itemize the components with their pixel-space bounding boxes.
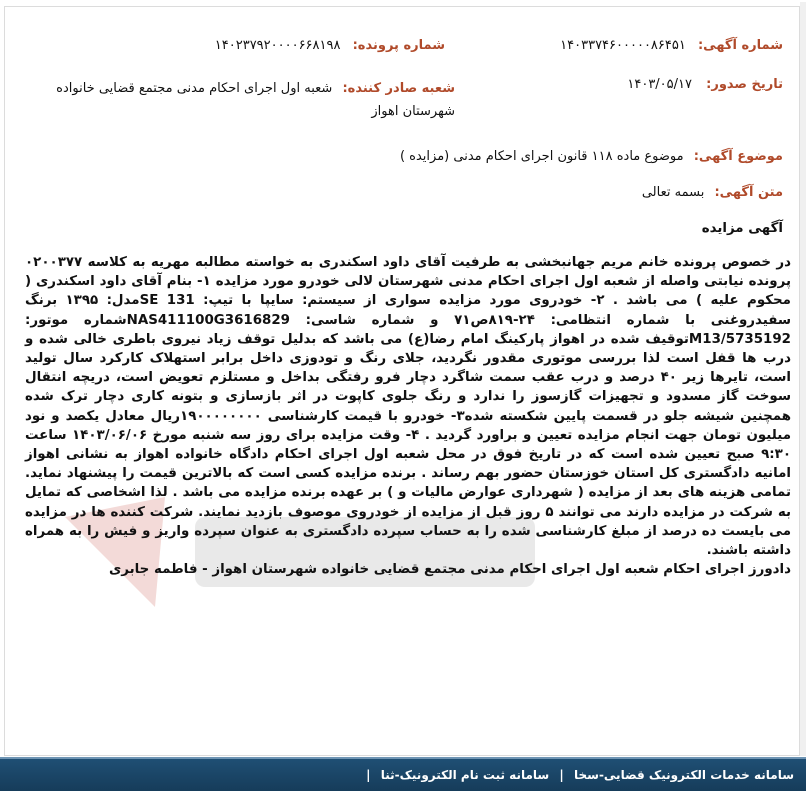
notice-sheet (4, 6, 800, 756)
notice-body-paragraph: در خصوص پرونده خانم مریم جهانبخشی به طرفیت آقای داود اسکندری به خواسته مطالبه مهریه به کلاسه ۰۲۰۰۳۷۷ پرونده نیابتی واصله از شعبه اول اجرای احکام مدنی شهرستان لالی خودرو مورد مزایده ۱- بنام آقای داود اسکندری ( محکوم علیه ) می باشد . ۲- خودروی مورد مزایده سواری از سیستم: سایپا با تیپ: 131 SEمدل: ۱۳۹۵ برنگ سفیدروغنی با شماره انتظامی: ۲۴-۸۱۹ص۷۱ و شماره شاسی: NAS411100G3616829شماره موتور: M13/5735192توقیف شده در اهواز پارکینگ امام رضا(ع) می باشد که بدلیل توقف زیاد نیروی باطری خالی شده و درب ها قفل است لذا بررسی موتوری مقدور نگردید، جلای رنگ و تودوزی داخل برابر استهلاک کارکرد سال تولید است، تایرها زیر ۴۰ درصد و درب عقب سمت شاگرد دچار فرو رفتگی بداخل و مستلزم تعویض است، دریچه انتقال سوخت گاز مسدود و تجهیزات گازسوز را ندارد و رنگ جلوی کاپوت در اثر بازسازی و بتونه کاری دچار ترک شده همچنین شیشه جلو در قسمت پایین شکسته شده۳- خودرو با قیمت کارشناسی ۱۹۰۰۰۰۰۰۰۰ریال معادل یکصد و نود میلیون تومان جهت انجام مزایده تعیین و براورد گردید . ۴- وقت مزایده برای روز سه شنبه مورخ ۱۴۰۳/۰۶/۰۶ ساعت ۹:۳۰ صبح تعیین شده است که در تاریخ فوق در محل شعبه اول اجرای احکام دادگاه خانواده اهواز به نشانی اهواز امانیه دادگستری کل استان خوزستان حضور بهم رساند . برنده مزایده کسی است که بالاترین قیمت را پیشنهاد نماید. تمامی هزینه های بعد از مزایده ( شهرداری عوارض مالیات و ) بر عهده برنده مزایده می باشد . لذا اشخاصی که تمایل به شرکت در مزایده دارند می توانند ۵ روز قبل از مزایده از خودروی موصوف بازدید نمایند. شرکت کننده ها در مزایده می بایست ده درصد از مبلغ کارشناسی شده را به حساب سپرده دادگستری به عنوان سپرده واریز و فیش را به همراه داشته باشند. (25, 255, 792, 559)
issue-date-label: تاریخ صدور: (706, 77, 783, 92)
notice-text-label: متن آگهی: (714, 185, 783, 200)
subject-value: موضوع ماده ۱۱۸ قانون اجرای احکام مدنی (مزایده ) (399, 149, 684, 164)
case-number-row (215, 38, 445, 53)
notice-body (25, 253, 791, 579)
notice-number-label: شماره آگهی: (697, 38, 783, 53)
notice-text-value: بسمه تعالی (641, 185, 705, 200)
vertical-scrollbar[interactable] (800, 2, 806, 756)
notice-number-row (560, 38, 783, 53)
footer-links (360, 768, 794, 782)
notice-text-row (642, 185, 783, 200)
footer-bar (0, 757, 806, 791)
notice-number-value: ۱۴۰۳۳۷۴۶۰۰۰۰۰۸۶۴۵۱ (560, 38, 686, 53)
issuing-branch-row (15, 77, 455, 123)
subject-label: موضوع آگهی: (693, 149, 783, 164)
subject-row (400, 149, 783, 164)
case-number-label: شماره پرونده: (352, 38, 445, 53)
notice-signature: دادورز اجرای احکام شعبه اول اجرای احکام مدنی مجتمع قضایی خانواده شهرستان اهواز - فاطمه جابری (109, 562, 791, 578)
footer-link-sana[interactable]: سامانه ثبت نام الکترونیک-ثنا (380, 768, 550, 782)
footer-separator: | (559, 768, 564, 782)
issue-date-row (627, 77, 783, 92)
issuing-branch-value: شعبه اول اجرای احکام مدنی مجتمع قضایی خانواده شهرستان اهواز (56, 81, 455, 119)
footer-separator-end: | (366, 768, 371, 782)
auction-heading: آگهی مزایده (701, 221, 783, 236)
case-number-value: ۱۴۰۲۳۷۹۲۰۰۰۰۶۶۸۱۹۸ (214, 38, 341, 53)
issue-date-value: ۱۴۰۳/۰۵/۱۷ (627, 77, 692, 92)
issuing-branch-label: شعبه صادر کننده: (342, 81, 455, 96)
footer-link-sakha[interactable]: سامانه خدمات الکترونیک قضایی-سخا (573, 768, 794, 782)
